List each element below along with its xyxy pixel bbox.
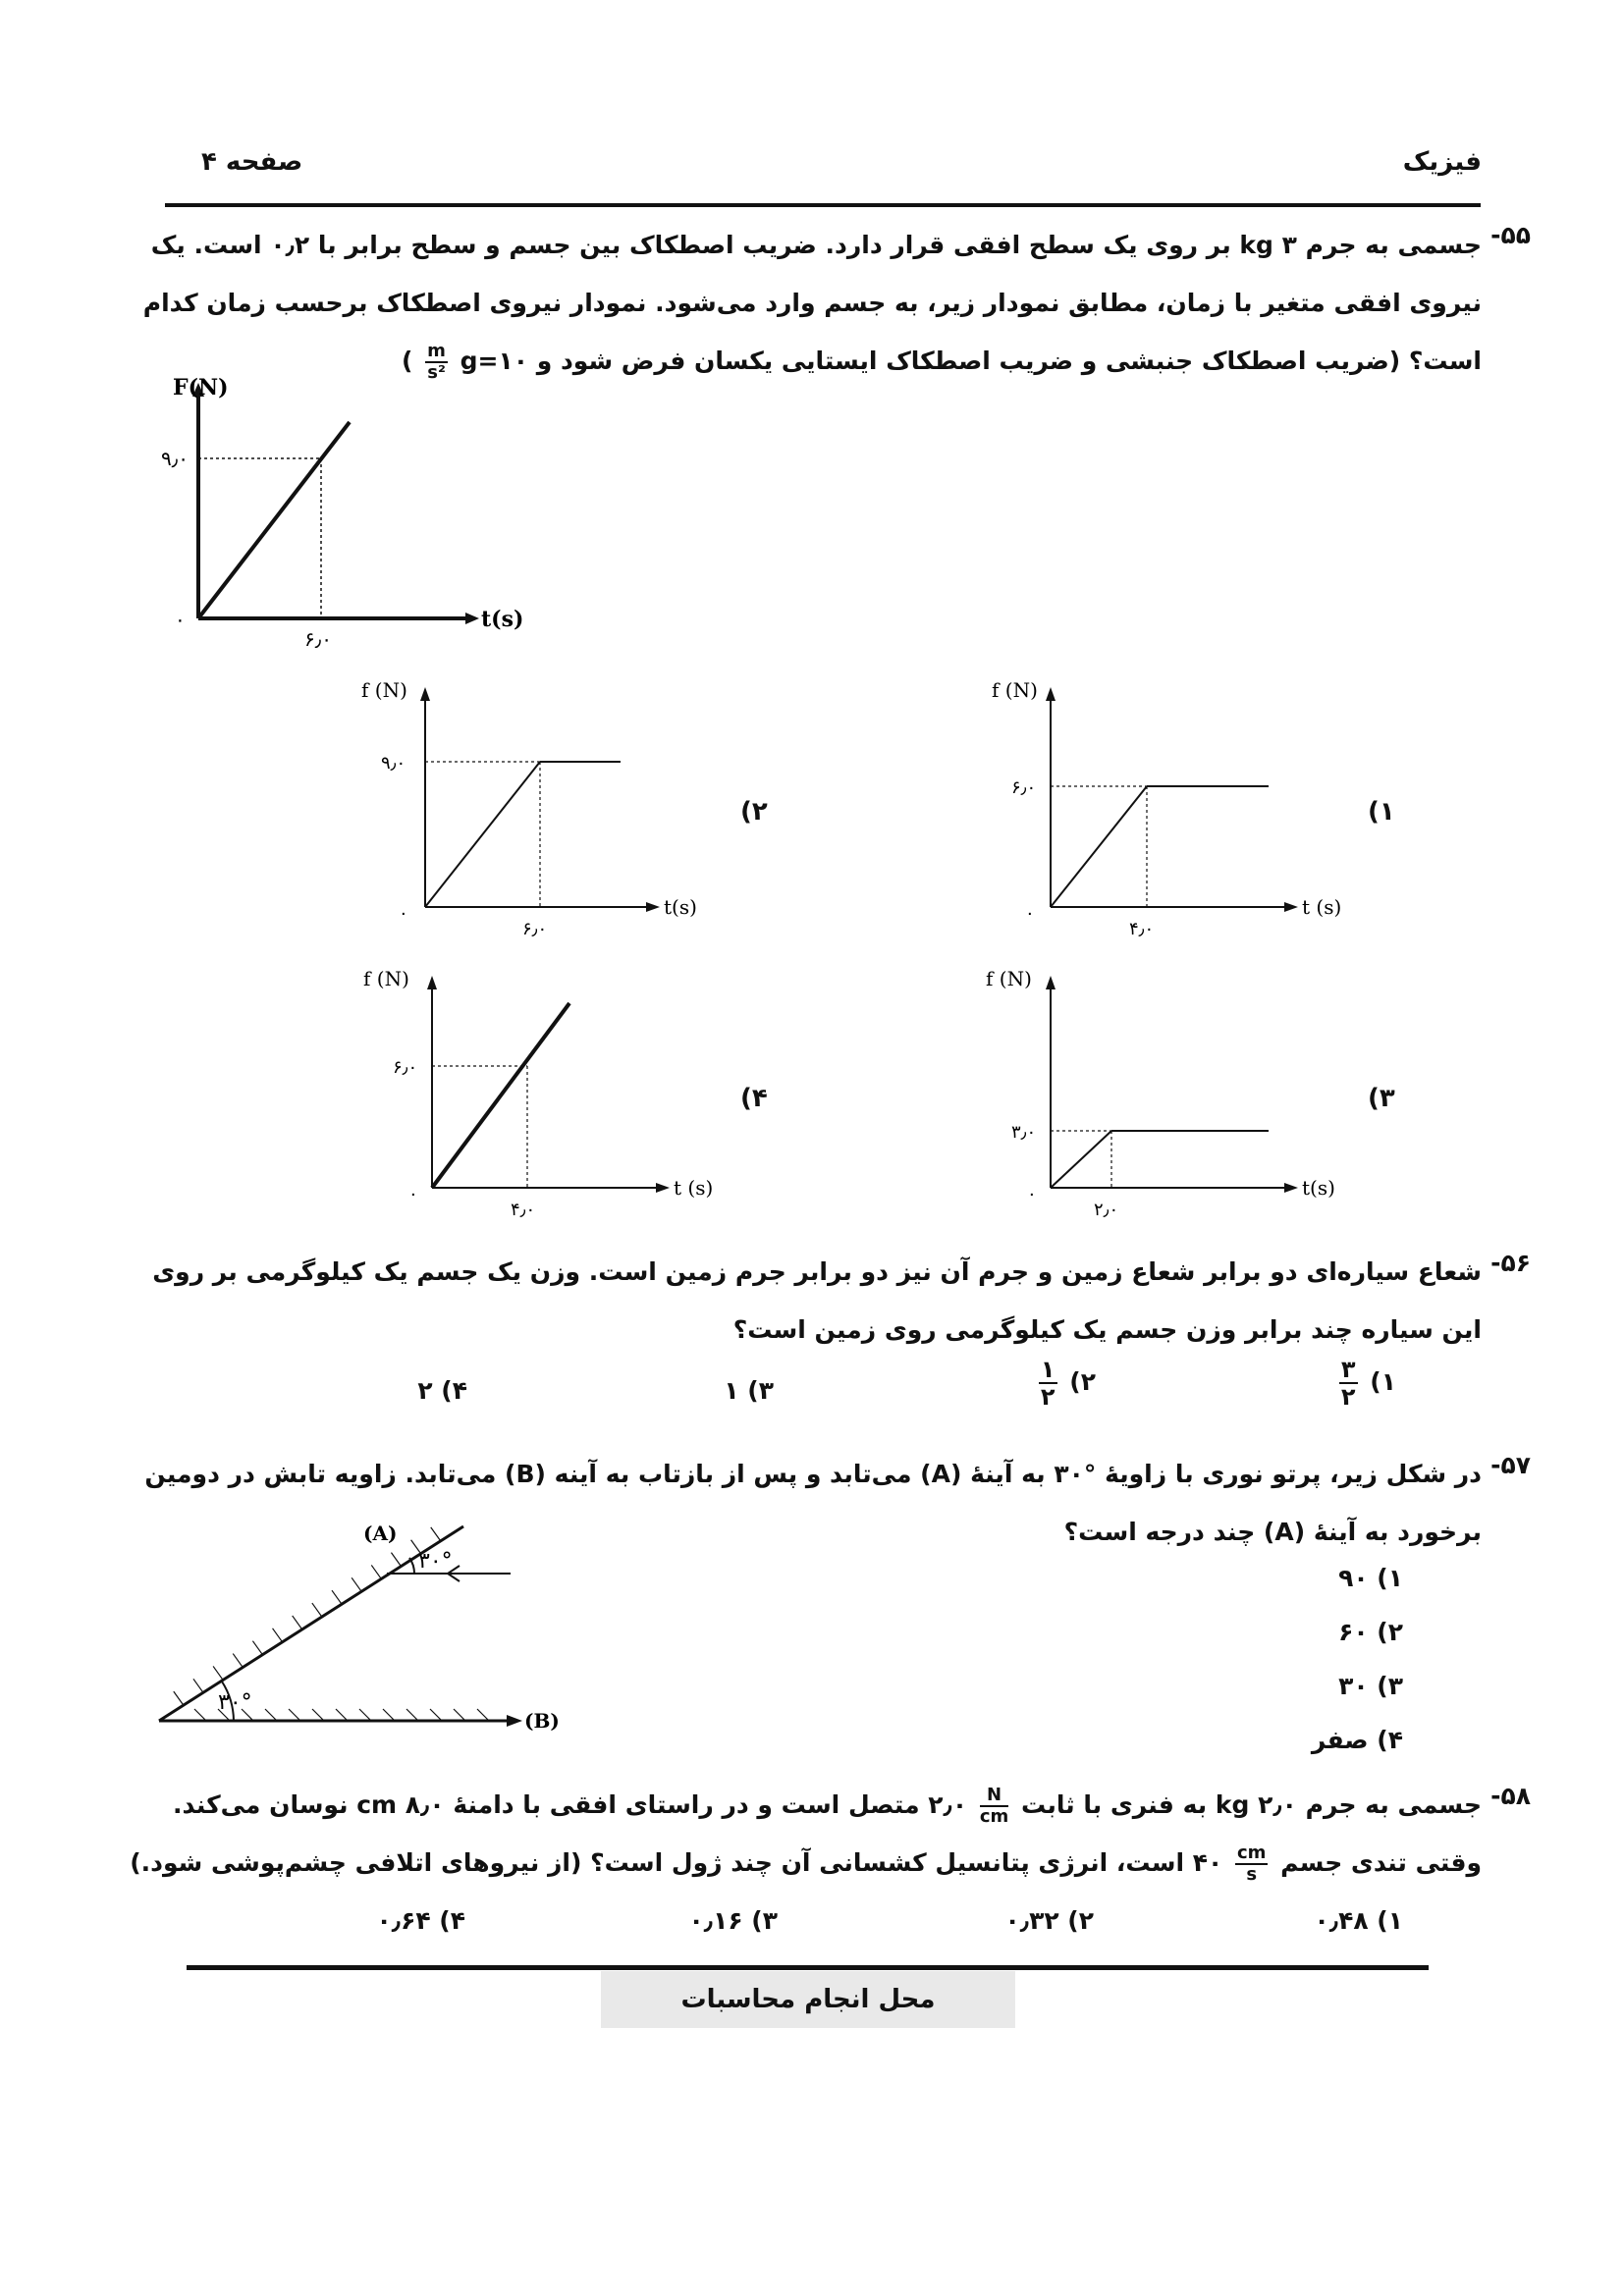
- mirror-a-hatch: [352, 1577, 361, 1591]
- q58-number: ۵۸-: [1490, 1782, 1531, 1810]
- q55-line1: جسمی به جرم ۳ kg بر روی یک سطح افقی قرار دارد. ضریب اصطکاک بین جسم و سطح برابر با ۰٫۲ است. یک: [150, 231, 1482, 259]
- q55-opt3-xlabel: t(s): [1302, 1176, 1335, 1200]
- q58-option1: ۱) ۰٫۴۸: [1314, 1906, 1403, 1935]
- q57-option3: ۳) ۳۰: [1338, 1672, 1403, 1700]
- page-number: صفحه ۴: [201, 147, 303, 177]
- mirror-a-hatch: [391, 1553, 401, 1567]
- mirror-a-hatch: [293, 1616, 302, 1629]
- q55-opt4-ylabel: f (N): [363, 967, 409, 990]
- q55-g-unit: $\frac{m}{\text{s²}}$: [427, 341, 446, 383]
- mirror-b-hatch: [477, 1709, 489, 1721]
- mirror-a-hatch: [193, 1679, 203, 1692]
- mirror-a-hatch: [312, 1603, 322, 1617]
- mirror-a-hatch: [431, 1527, 441, 1541]
- mirror-b-hatch: [312, 1709, 324, 1721]
- mirror-b-hatch: [194, 1709, 206, 1721]
- q55-option1-label: ۱): [1368, 797, 1395, 827]
- q56-option4: ۴) ۲: [417, 1376, 467, 1405]
- q55-opt1-xtick: ۴٫۰: [1129, 919, 1155, 939]
- q57-mirror-figure: [147, 1517, 579, 1733]
- mirror-b-hatch: [359, 1709, 371, 1721]
- q58-text: [127, 1776, 1482, 1892]
- q56-option2: ۲) $\frac{۱}{۲}$: [1040, 1356, 1096, 1411]
- mirror-a-hatch: [332, 1590, 342, 1604]
- mirror-b-hatch: [289, 1709, 300, 1721]
- q55-main-ytick: ۹٫۰: [161, 447, 189, 470]
- scratch-area-label: محل انجام محاسبات: [601, 1971, 1015, 2028]
- q55-opt3-origin: ۰: [1027, 1184, 1037, 1204]
- mirror-a-hatch: [371, 1565, 381, 1578]
- q57-mirror-b-label: (B): [524, 1709, 560, 1733]
- q55-opt1-ytick: ۶٫۰: [1011, 777, 1037, 798]
- q55-opt2-ytick: ۹٫۰: [381, 753, 406, 774]
- q55-opt3-ytick: ۳٫۰: [1011, 1122, 1037, 1143]
- q55-line2: نیروی افقی متغیر با زمان، مطابق نمودار زیر، به جسم وارد می‌شود. نمودار نیروی اصطکاک برحسب زمان کدام: [142, 289, 1482, 317]
- q55-opt2-ylabel: f (N): [361, 678, 407, 702]
- mirror-b-hatch: [265, 1709, 277, 1721]
- q55-opt2-origin: ۰: [399, 903, 408, 924]
- q55-opt3-xtick: ۲٫۰: [1094, 1200, 1119, 1220]
- mirror-a-hatch: [213, 1666, 223, 1680]
- q56-line2: این سیاره چند برابر وزن جسم یک کیلوگرمی روی زمین است؟: [732, 1315, 1482, 1344]
- q55-line3-close: ): [402, 347, 413, 375]
- mirror-b-hatch: [430, 1709, 442, 1721]
- q56-line1: شعاع سیاره‌ای دو برابر شعاع زمین و جرم آن نیز دو برابر جرم زمین است. وزن یک جسم یک کیلوگرمی بر روی: [152, 1257, 1482, 1286]
- q55-opt4-ytick: ۶٫۰: [393, 1057, 418, 1078]
- q55-option2-graph: [353, 675, 727, 940]
- q55-option3-graph: [982, 964, 1355, 1229]
- mirror-b-hatch: [454, 1709, 465, 1721]
- q58-option4: ۴) ۰٫۶۴: [376, 1906, 465, 1935]
- subject-title: فیزیک: [1402, 147, 1482, 177]
- q55-number: ۵۵-: [1490, 221, 1531, 249]
- q55-opt1-ylabel: f (N): [992, 678, 1038, 702]
- q57-mirror-a-label: (A): [363, 1522, 398, 1545]
- mirror-b-hatch: [383, 1709, 395, 1721]
- q55-opt2-xlabel: t(s): [664, 895, 697, 919]
- header-rule: [165, 203, 1481, 207]
- q57-angle-bottom: ۳۰°: [218, 1690, 252, 1715]
- q58-option3: ۳) ۰٫۱۶: [688, 1906, 778, 1935]
- q55-main-xlabel: t(s): [481, 607, 524, 632]
- q55-option3-label: ۳): [1368, 1084, 1395, 1113]
- q55-opt3-ylabel: f (N): [986, 967, 1032, 990]
- q57-line2: برخورد به آینهٔ (A) چند درجه است؟: [1063, 1518, 1482, 1546]
- q55-main-origin: ۰: [175, 608, 186, 631]
- q57-number: ۵۷-: [1490, 1451, 1531, 1479]
- mirror-b-hatch: [406, 1709, 418, 1721]
- mirror-a-hatch: [273, 1629, 283, 1642]
- q57-option4: ۴) صفر: [1311, 1726, 1403, 1754]
- q55-opt1-origin: ۰: [1025, 903, 1035, 924]
- q55-opt4-origin: ۰: [408, 1184, 418, 1204]
- footer-rule: [187, 1965, 1429, 1970]
- mirror-a-hatch: [174, 1691, 184, 1705]
- q55-g: g=۱۰: [460, 347, 529, 375]
- q55-main-graph: [157, 373, 550, 648]
- q55-line3-text: است؟ (ضریب اصطکاک جنبشی و ضریب اصطکاک ایستایی یکسان فرض شود و: [536, 347, 1482, 375]
- q57-option1: ۱) ۹۰: [1338, 1564, 1403, 1592]
- q58-option2: ۲) ۰٫۳۲: [1004, 1906, 1094, 1935]
- q57-line1: در شکل زیر، پرتو نوری با زاویهٔ °۳۰ به آینهٔ (A) می‌تابد و پس از بازتاب به آینه (B) می‌تابد. زاویه تابش در دومین: [144, 1460, 1482, 1488]
- q55-opt4-xlabel: t (s): [674, 1176, 714, 1200]
- q58-line2: وقتی تندی جسم $\frac{cm}{s}$ ۴۰ است، انرژی پتانسیل کشسانی آن چند ژول است؟ (از نیروهای اتلافی چشم‌پوشی شود.): [130, 1842, 1482, 1885]
- q55-opt1-xlabel: t (s): [1302, 895, 1342, 919]
- mirror-a-hatch: [252, 1641, 262, 1655]
- q56-text: [127, 1243, 1482, 1359]
- q56-number: ۵۶-: [1490, 1249, 1531, 1277]
- q55-option1-graph: [982, 675, 1355, 940]
- q55-option4-label: ۴): [740, 1084, 768, 1113]
- q55-opt2-xtick: ۶٫۰: [522, 919, 548, 939]
- q56-option1: ۱) $\frac{۳}{۲}$: [1340, 1356, 1396, 1411]
- mirror-a-hatch: [233, 1654, 243, 1668]
- mirror-b-hatch: [336, 1709, 348, 1721]
- q55-option4-graph: [353, 964, 727, 1229]
- q56-option3: ۳) ۱: [724, 1376, 774, 1405]
- q55-opt4-xtick: ۴٫۰: [511, 1200, 536, 1220]
- q57-option2: ۲) ۶۰: [1338, 1618, 1403, 1646]
- q55-main-ylabel: F(N): [173, 375, 229, 400]
- q55-text: [127, 216, 1482, 390]
- q58-line1: جسمی به جرم ۲٫۰ kg به فنری با ثابت $\frac{N}{cm}$ ۲٫۰ متصل است و در راستای افقی با دامنهٔ ۸٫۰ cm نوسان می‌کند.: [172, 1785, 1482, 1827]
- q57-angle-top: ۳۰°: [418, 1549, 453, 1574]
- q55-option2-label: ۲): [740, 797, 768, 827]
- q55-main-xtick: ۶٫۰: [304, 627, 332, 648]
